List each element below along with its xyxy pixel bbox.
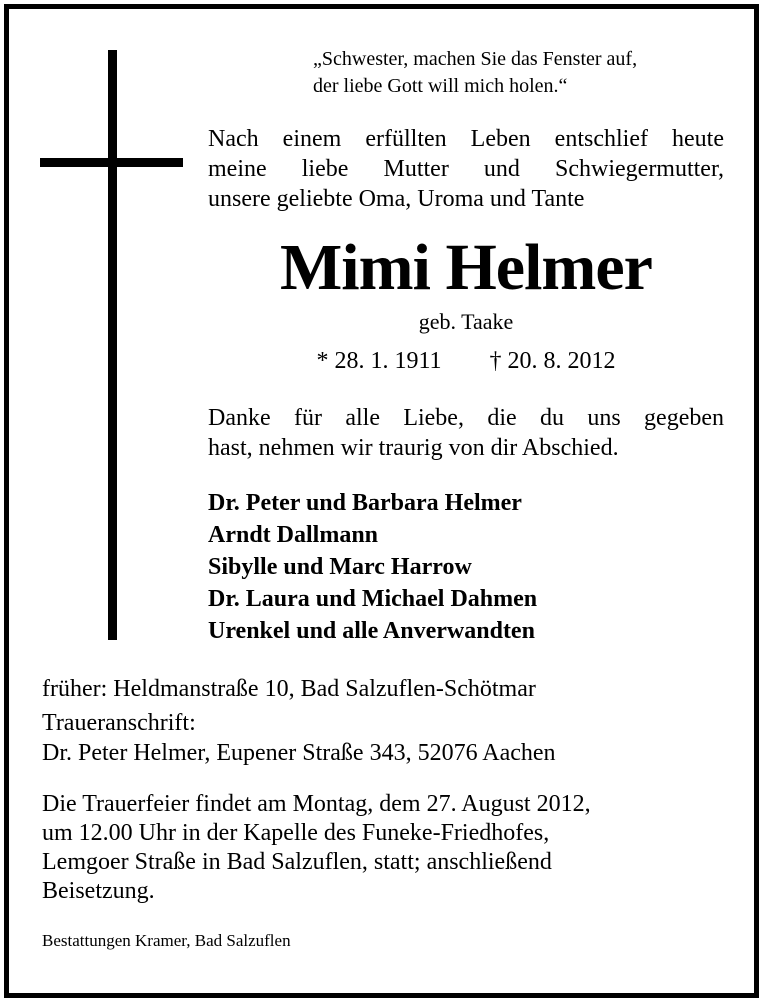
life-dates bbox=[208, 346, 724, 376]
family-member: Arndt Dallmann bbox=[208, 522, 379, 548]
death-date: † 20. 8. 2012 bbox=[489, 348, 616, 374]
birth-date: * 28. 1. 1911 bbox=[316, 348, 442, 374]
cross-icon-vertical-bar bbox=[108, 50, 117, 640]
deceased-name: Mimi Helmer bbox=[280, 231, 652, 304]
family-member: Sibylle und Marc Harrow bbox=[208, 554, 472, 580]
family-member: Urenkel und alle Anverwandten bbox=[208, 618, 535, 644]
undertaker: Bestattungen Kramer, Bad Salzuflen bbox=[42, 931, 291, 950]
birth-name: geb. Taake bbox=[418, 309, 514, 334]
family-member: Dr. Peter und Barbara Helmer bbox=[208, 490, 522, 516]
cross-icon-horizontal-bar bbox=[40, 158, 183, 167]
former-address: früher: Heldmanstraße 10, Bad Salzuflen-Schötmar bbox=[42, 676, 536, 702]
ceremony-line: Beisetzung. bbox=[42, 878, 155, 904]
mourning-address-label: Traueranschrift: bbox=[42, 710, 196, 736]
intro-text bbox=[208, 124, 724, 214]
ceremony-line: Lemgoer Straße in Bad Salzuflen, statt; anschließend bbox=[42, 849, 552, 875]
quote bbox=[313, 46, 733, 100]
quote-line: der liebe Gott will mich holen.“ bbox=[313, 75, 568, 97]
thanks-text bbox=[208, 403, 724, 463]
ceremony-line: um 12.00 Uhr in der Kapelle des Funeke-Friedhofes, bbox=[42, 820, 550, 846]
quote-line: „Schwester, machen Sie das Fenster auf, bbox=[313, 48, 638, 70]
intro-line: unsere geliebte Oma, Uroma und Tante bbox=[208, 186, 585, 212]
thanks-line: Danke für alle Liebe, die du uns gegeben bbox=[208, 405, 724, 431]
intro-line: meine liebe Mutter und Schwiegermutter, bbox=[208, 156, 724, 182]
intro-line: Nach einem erfüllten Leben entschlief heute bbox=[208, 126, 724, 152]
thanks-line: hast, nehmen wir traurig von dir Abschied. bbox=[208, 435, 619, 461]
ceremony-line: Die Trauerfeier findet am Montag, dem 27. August 2012, bbox=[42, 791, 591, 817]
address-block bbox=[42, 674, 732, 768]
family-list bbox=[208, 487, 724, 647]
mourning-address: Dr. Peter Helmer, Eupener Straße 343, 52076 Aachen bbox=[42, 740, 556, 766]
ceremony-info bbox=[42, 790, 732, 906]
family-member: Dr. Laura und Michael Dahmen bbox=[208, 586, 538, 612]
